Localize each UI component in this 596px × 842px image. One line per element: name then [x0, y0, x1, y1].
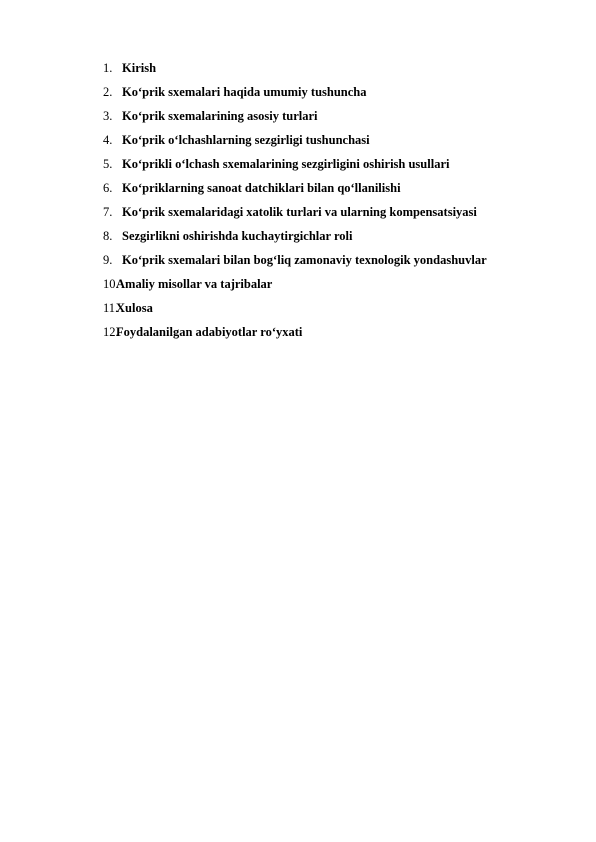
- toc-item: [103, 56, 563, 80]
- toc-item-title: Sezgirlikni oshirishda kuchaytirgichlar roli: [122, 229, 353, 243]
- toc-item: [103, 152, 563, 176]
- toc-item-title: Ko‘prik sxemalarining asosiy turlari: [122, 109, 318, 123]
- toc-item-number: 3.: [103, 109, 113, 123]
- toc-item-title: Foydalanilgan adabiyotlar ro‘yxati: [116, 325, 303, 339]
- toc-item-number: 2.: [103, 85, 113, 99]
- toc-item-title: Ko‘priklarning sanoat datchiklari bilan qo‘llanilishi: [122, 181, 401, 195]
- toc-item-title: Xulosa: [116, 301, 153, 315]
- toc-item-number: 9.: [103, 253, 113, 267]
- toc-item-title: Ko‘prik o‘lchashlarning sezgirligi tushunchasi: [122, 133, 370, 147]
- toc-item-number: 12.: [103, 325, 119, 339]
- toc-item: [103, 128, 563, 152]
- toc-item-title: Amaliy misollar va tajribalar: [116, 277, 273, 291]
- toc-item-title: Kirish: [122, 61, 157, 75]
- toc-item: [103, 320, 563, 344]
- toc-item: [103, 296, 563, 320]
- toc-item-number: 8.: [103, 229, 113, 243]
- toc-item-number: 1.: [103, 61, 113, 75]
- toc-item-number: 5.: [103, 157, 113, 171]
- toc-item: [103, 248, 563, 272]
- toc-item: [103, 272, 563, 296]
- toc-item: [103, 176, 563, 200]
- toc-item: [103, 224, 563, 248]
- toc-item: [103, 200, 563, 224]
- toc-item-number: 11.: [103, 301, 119, 315]
- toc-item-title: Ko‘prikli o‘lchash sxemalarining sezgirligini oshirish usullari: [122, 157, 450, 171]
- table-of-contents: [103, 56, 563, 344]
- toc-item-title: Ko‘prik sxemalari bilan bog‘liq zamonaviy texnologik yondashuvlar: [122, 253, 487, 267]
- toc-item-number: 6.: [103, 181, 113, 195]
- toc-item-number: 4.: [103, 133, 113, 147]
- toc-item: [103, 104, 563, 128]
- toc-item: [103, 80, 563, 104]
- toc-item-number: 10.: [103, 277, 119, 291]
- toc-item-title: Ko‘prik sxemalari haqida umumiy tushuncha: [122, 85, 367, 99]
- toc-item-number: 7.: [103, 205, 113, 219]
- toc-item-title: Ko‘prik sxemalaridagi xatolik turlari va ularning kompensatsiyasi: [122, 205, 477, 219]
